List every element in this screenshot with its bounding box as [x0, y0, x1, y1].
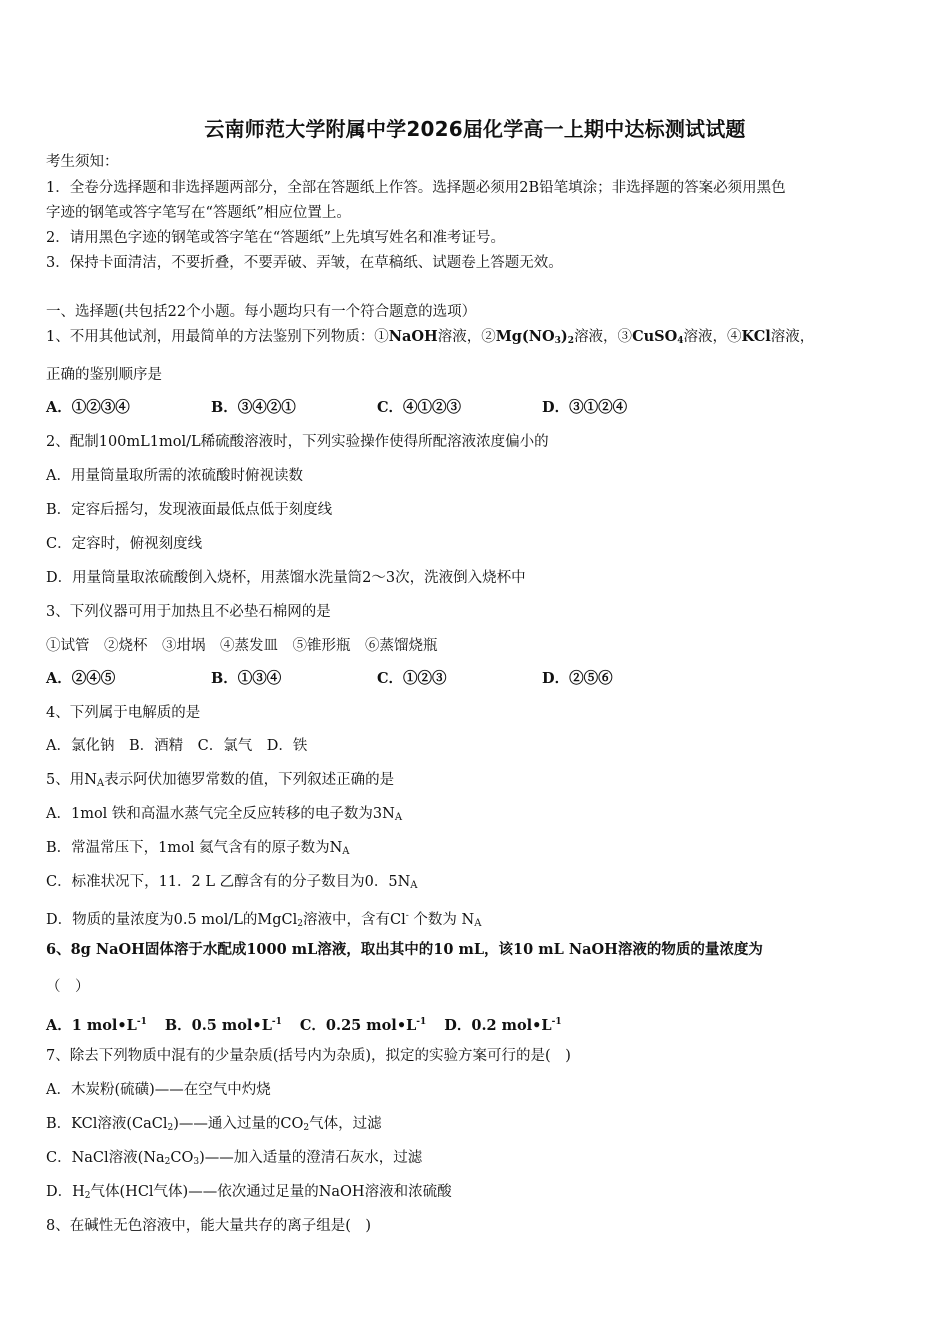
- question-2-option-d: D．用量筒量取浓硫酸倒入烧杯，用蒸馏水洗量筒2～3次，洗液倒入烧杯中: [46, 570, 526, 586]
- question-7-option-b: B．KCl溶液(CaCl$_2$)——通入过量的$CO_2$气体，过滤: [46, 1116, 382, 1133]
- question-6-stem: 6、8g NaOH固体溶于水配成1000 mL溶液，取出其中的10 mL，该10 mL NaOH溶液的物质的量浓度为: [46, 941, 763, 958]
- question-2-option-a: A．用量筒量取所需的浓硫酸时俯视读数: [46, 468, 303, 484]
- question-2-option-b: B．定容后摇匀，发现液面最低点低于刻度线: [46, 502, 333, 518]
- question-5-option-a: A．1mol 铁和高温水蒸气完全反应转移的电子数为3NA: [46, 806, 403, 823]
- question-7-option-d: D．$H_2$气体(HCl气体)——依次通过足量的NaOH溶液和浓硫酸: [46, 1184, 452, 1201]
- question-5-option-b: B．常温常压下，1mol 氦气含有的原子数为NA: [46, 840, 350, 857]
- question-3-stem: 3、下列仪器可用于加热且不必垫石棉网的是: [46, 604, 331, 620]
- notice-item: 1．全卷分选择题和非选择题两部分，全部在答题纸上作答。选择题必须用2B铅笔填涂；非选择题的答案必须用黑色: [46, 180, 786, 196]
- question-3-option-d: D．②⑤⑥: [542, 670, 613, 687]
- question-7-stem: 7、除去下列物质中混有的少量杂质(括号内为杂质)，拟定的实验方案可行的是( ): [46, 1048, 571, 1064]
- notice-item: 3．保持卡面清洁，不要折叠，不要弄破、弄皱，在草稿纸、试题卷上答题无效。: [46, 255, 563, 271]
- question-2-option-c: C．定容时，俯视刻度线: [46, 536, 203, 552]
- question-5-option-d: D．物质的量浓度为0.5 mol/L的MgCl$_2$溶液中，含有Cl- 个数为 NA: [46, 911, 482, 929]
- question-3-option-b: B．①③④: [211, 670, 282, 687]
- notice-heading: 考生须知：: [46, 154, 119, 170]
- question-5-stem: 5、用NA表示阿伏加德罗常数的值，下列叙述正确的是: [46, 772, 395, 789]
- question-1-option-d: D．③①②④: [542, 399, 628, 416]
- notice-item: 2．请用黑色字迹的钢笔或答字笔在“答题纸”上先填写姓名和准考证号。: [46, 230, 506, 246]
- notice-item: 字迹的钢笔或答字笔写在“答题纸”相应位置上。: [46, 205, 351, 221]
- question-3-option-c: C．①②③: [377, 670, 447, 687]
- question-1-option-c: C．④①②③: [377, 399, 462, 416]
- question-3-option-a: A．②④⑤: [46, 670, 116, 687]
- question-1-option-b: B．③④②①: [211, 399, 296, 416]
- question-7-option-c: C．NaCl溶液$(Na_2CO_3)——$加入适量的澄清石灰水，过滤: [46, 1150, 423, 1167]
- question-8-stem: 8、在碱性无色溶液中，能大量共存的离子组是( ): [46, 1218, 372, 1234]
- question-1-stem: 1、不用其他试剂，用最简单的方法鉴别下列物质：①NaOH溶液，$②Mg(NO_3)_2$溶液，③CuSO$_4$溶液，④KCl溶液，: [46, 328, 815, 346]
- question-1-stem-line2: 正确的鉴别顺序是: [46, 367, 162, 383]
- question-6-answer-paren: （ ）: [46, 979, 90, 995]
- question-4-options: A．氯化钠 B．酒精 C．氯气 D．铁: [46, 738, 308, 754]
- page-title: 云南师范大学附属中学2026届化学高一上期中达标测试试题: [204, 117, 746, 141]
- question-2-stem: 2、配制100mL1mol/L稀硫酸溶液时，下列实验操作使得所配溶液浓度偏小的: [46, 434, 549, 450]
- question-6-options: A．1 $mol•L^{-1}$ B．0.5 $mol•L^{-1}$ C．0.25 $mol•L^{-1}$ D．0.2 $mol•L^{-1}$: [46, 1017, 562, 1034]
- question-3-items: ①试管 ②烧杯 ③坩埚 ④蒸发皿 ⑤锥形瓶 ⑥蒸馏烧瓶: [46, 638, 438, 654]
- question-1-option-a: A．①②③④: [46, 399, 130, 416]
- question-7-option-a: A．木炭粉(硫磺)——在空气中灼烧: [46, 1082, 271, 1098]
- question-5-option-c: C．标准状况下，11．2 L 乙醇含有的分子数目为0．5NA: [46, 874, 418, 891]
- question-4-stem: 4、下列属于电解质的是: [46, 705, 201, 721]
- section-heading: 一、选择题(共包括22个小题。每小题均只有一个符合题意的选项）: [46, 304, 477, 320]
